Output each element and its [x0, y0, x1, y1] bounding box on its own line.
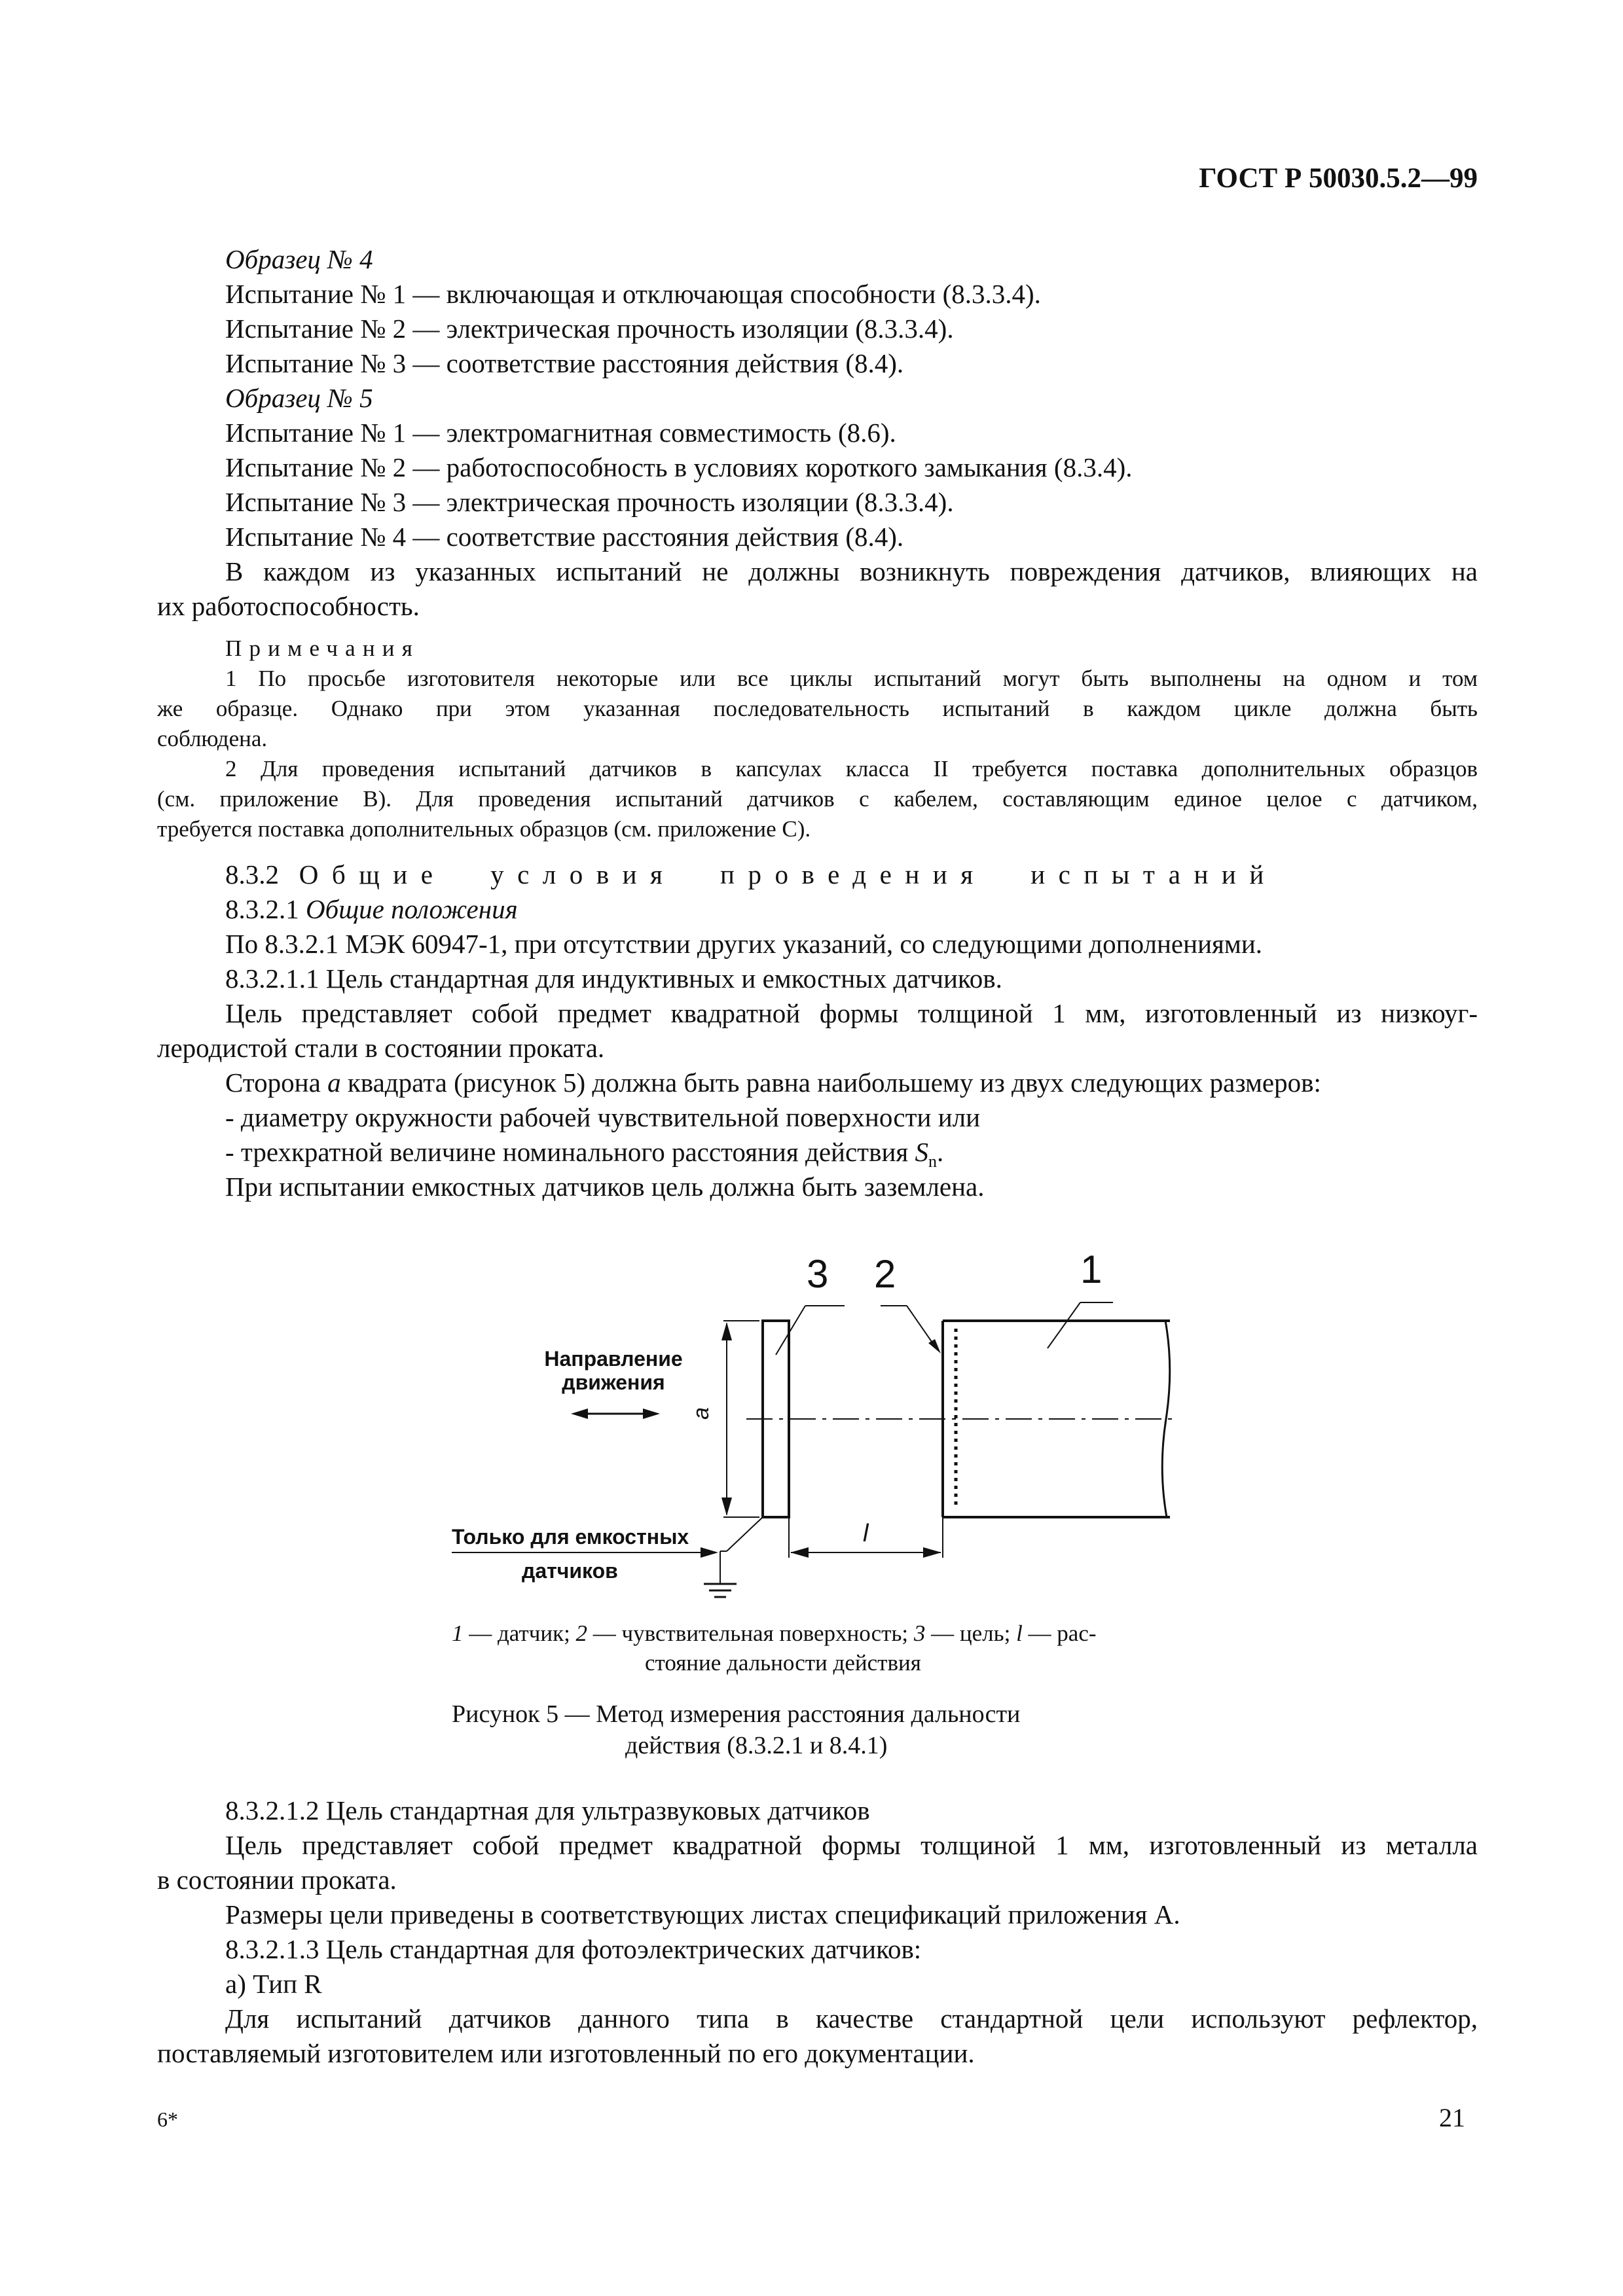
legend-text-1: — датчик;: [463, 1621, 576, 1646]
direction-label-2: движения: [562, 1371, 665, 1394]
damage-paragraph-line2: их работоспособность.: [157, 591, 420, 621]
sample5-test-4: Испытание № 4 — соответствие расстояния действия (8.4).: [225, 522, 904, 552]
capacitive-pointer-arrow: [701, 1547, 718, 1558]
type-r: а) Тип R: [225, 1969, 322, 1999]
legend-text-2: — чувствительная поверхность;: [587, 1621, 914, 1646]
dim-l-label: l: [863, 1520, 869, 1547]
legend-text-3: — цель;: [925, 1621, 1017, 1646]
bullet-diameter: - диаметру окружности рабочей чувствительной поверхности или: [225, 1102, 981, 1132]
figure-label-1: 1: [1080, 1247, 1103, 1291]
sn-subscript: n: [928, 1152, 938, 1172]
figure-legend-line1: [452, 1619, 1097, 1649]
sample5-test-1: Испытание № 1 — электромагнитная совместимость (8.6).: [225, 418, 896, 448]
page-number: 21: [1439, 2103, 1465, 2132]
capacitive-label-2: датчиков: [522, 1559, 618, 1583]
target-desc-line1: Цель представляет собой предмет квадратной формы толщиной 1 мм, изготовленный из низкоуг-: [225, 998, 1478, 1028]
side-a-variable: a: [327, 1067, 341, 1098]
ultrasonic-desc-line2: в состоянии проката.: [157, 1865, 397, 1895]
section-83213: 8.3.2.1.3 Цель стандартная для фотоэлектрических датчиков:: [225, 1934, 922, 1964]
section-83212-title: 8.3.2.1.2 Цель стандартная для ультразвуковых датчиков: [225, 1795, 870, 1825]
note1-line3: соблюдена.: [157, 726, 268, 751]
note1-line2: же образце. Однако при этом указанная последовательность испытаний в каждом цикле должна быть: [157, 696, 1478, 721]
legend-text-4: — рас-: [1022, 1621, 1097, 1646]
sample4-test-1: Испытание № 1 — включающая и отключающая способности (8.3.3.4).: [225, 279, 1041, 309]
note2-line3: требуется поставка дополнительных образцов (см. приложение С).: [157, 816, 811, 842]
figure-label-3: 3: [807, 1252, 829, 1296]
note2-line1: 2 Для проведения испытаний датчиков в капсулах класса II требуется поставка дополнительных образцов: [225, 756, 1478, 781]
figure-caption-line2: действия (8.3.2.1 и 8.4.1): [625, 1732, 888, 1759]
reflector-line1: Для испытаний датчиков данного типа в качестве стандартной цели используют рефлектор,: [225, 2003, 1478, 2034]
damage-paragraph-line1: В каждом из указанных испытаний не должны возникнуть повреждения датчиков, влияющих на: [225, 556, 1478, 586]
sn-symbol: S: [915, 1137, 929, 1167]
section-83211: 8.3.2.1.1 Цель стандартная для индуктивных и емкостных датчиков.: [225, 963, 1002, 994]
sample4-title: Образец № 4: [225, 244, 373, 274]
dim-a-label: a: [688, 1407, 714, 1420]
sample5-title: Образец № 5: [225, 383, 373, 413]
section-832-title: Общие условия проведения испытаний: [299, 859, 1277, 889]
leader-2-arrow: [928, 1339, 941, 1354]
side-a-pre: Сторона: [225, 1067, 328, 1098]
capacitive-label-1: Только для емкостных: [452, 1525, 689, 1549]
ground-lead-diagonal: [727, 1517, 763, 1551]
sample4-test-3: Испытание № 3 — соответствие расстояния действия (8.4).: [225, 348, 904, 378]
legend-key-3: 3: [913, 1621, 926, 1646]
bullet2-post: .: [937, 1137, 944, 1167]
legend-key-2: 2: [575, 1621, 588, 1646]
figure-legend-line2: стояние дальности действия: [645, 1650, 921, 1676]
figure-label-2: 2: [874, 1252, 896, 1296]
capacitive-grounding: При испытании емкостных датчиков цель должна быть заземлена.: [225, 1172, 985, 1202]
dim-a-arrow-top: [721, 1322, 732, 1340]
legend-key-1: 1: [452, 1621, 464, 1646]
dim-a-arrow-bottom: [721, 1498, 732, 1516]
bullet2-pre: - трехкратной величине номинального расстояния действия: [225, 1137, 915, 1167]
notes-heading: Примечания: [225, 636, 420, 661]
direction-label-1: Направление: [544, 1347, 683, 1371]
note2-line2: (см. приложение В). Для проведения испытаний датчиков с кабелем, составляющим единое целое с датчиком,: [157, 786, 1478, 812]
reflector-line2: поставляемый изготовителем или изготовленный по его документации.: [157, 2038, 975, 2068]
footer-sheet-mark: 6*: [157, 2108, 178, 2131]
direction-arrow-left: [571, 1408, 588, 1419]
direction-arrow-right: [643, 1408, 660, 1419]
dim-l-arrow-right: [923, 1547, 941, 1558]
section-8321-title: Общие положения: [306, 894, 518, 924]
sample4-test-2: Испытание № 2 — электрическая прочность изоляции (8.3.3.4).: [225, 314, 954, 344]
leader-3: [776, 1306, 805, 1355]
ultrasonic-desc-line1: Цель представляет собой предмет квадратной формы толщиной 1 мм, изготовленный из металла: [225, 1830, 1478, 1860]
general-provision: По 8.3.2.1 МЭК 60947-1, при отсутствии других указаний, со следующими дополнениями.: [225, 929, 1263, 959]
ultrasonic-sizes: Размеры цели приведены в соответствующих листах спецификаций приложения А.: [225, 1899, 1180, 1929]
note1-line1: 1 По просьбе изготовителя некоторые или все циклы испытаний могут быть выполнены на одном и том: [225, 666, 1478, 691]
dim-l-arrow-left: [790, 1547, 809, 1558]
document-code: ГОСТ Р 50030.5.2—99: [1199, 163, 1478, 194]
legend-key-4: l: [1016, 1621, 1023, 1646]
side-a-post: квадрата (рисунок 5) должна быть равна наибольшему из двух следующих размеров:: [340, 1067, 1321, 1098]
section-8321-number: 8.3.2.1: [225, 894, 299, 924]
leader-1: [1048, 1302, 1080, 1348]
sample5-test-3: Испытание № 3 — электрическая прочность изоляции (8.3.3.4).: [225, 487, 954, 517]
section-832-number: 8.3.2: [225, 859, 279, 889]
sample5-test-2: Испытание № 2 — работоспособность в условиях короткого замыкания (8.3.4).: [225, 452, 1133, 482]
figure-caption-line1: Рисунок 5 — Метод измерения расстояния дальности: [452, 1700, 1021, 1728]
target-desc-line2: леродистой стали в состоянии проката.: [157, 1033, 605, 1063]
